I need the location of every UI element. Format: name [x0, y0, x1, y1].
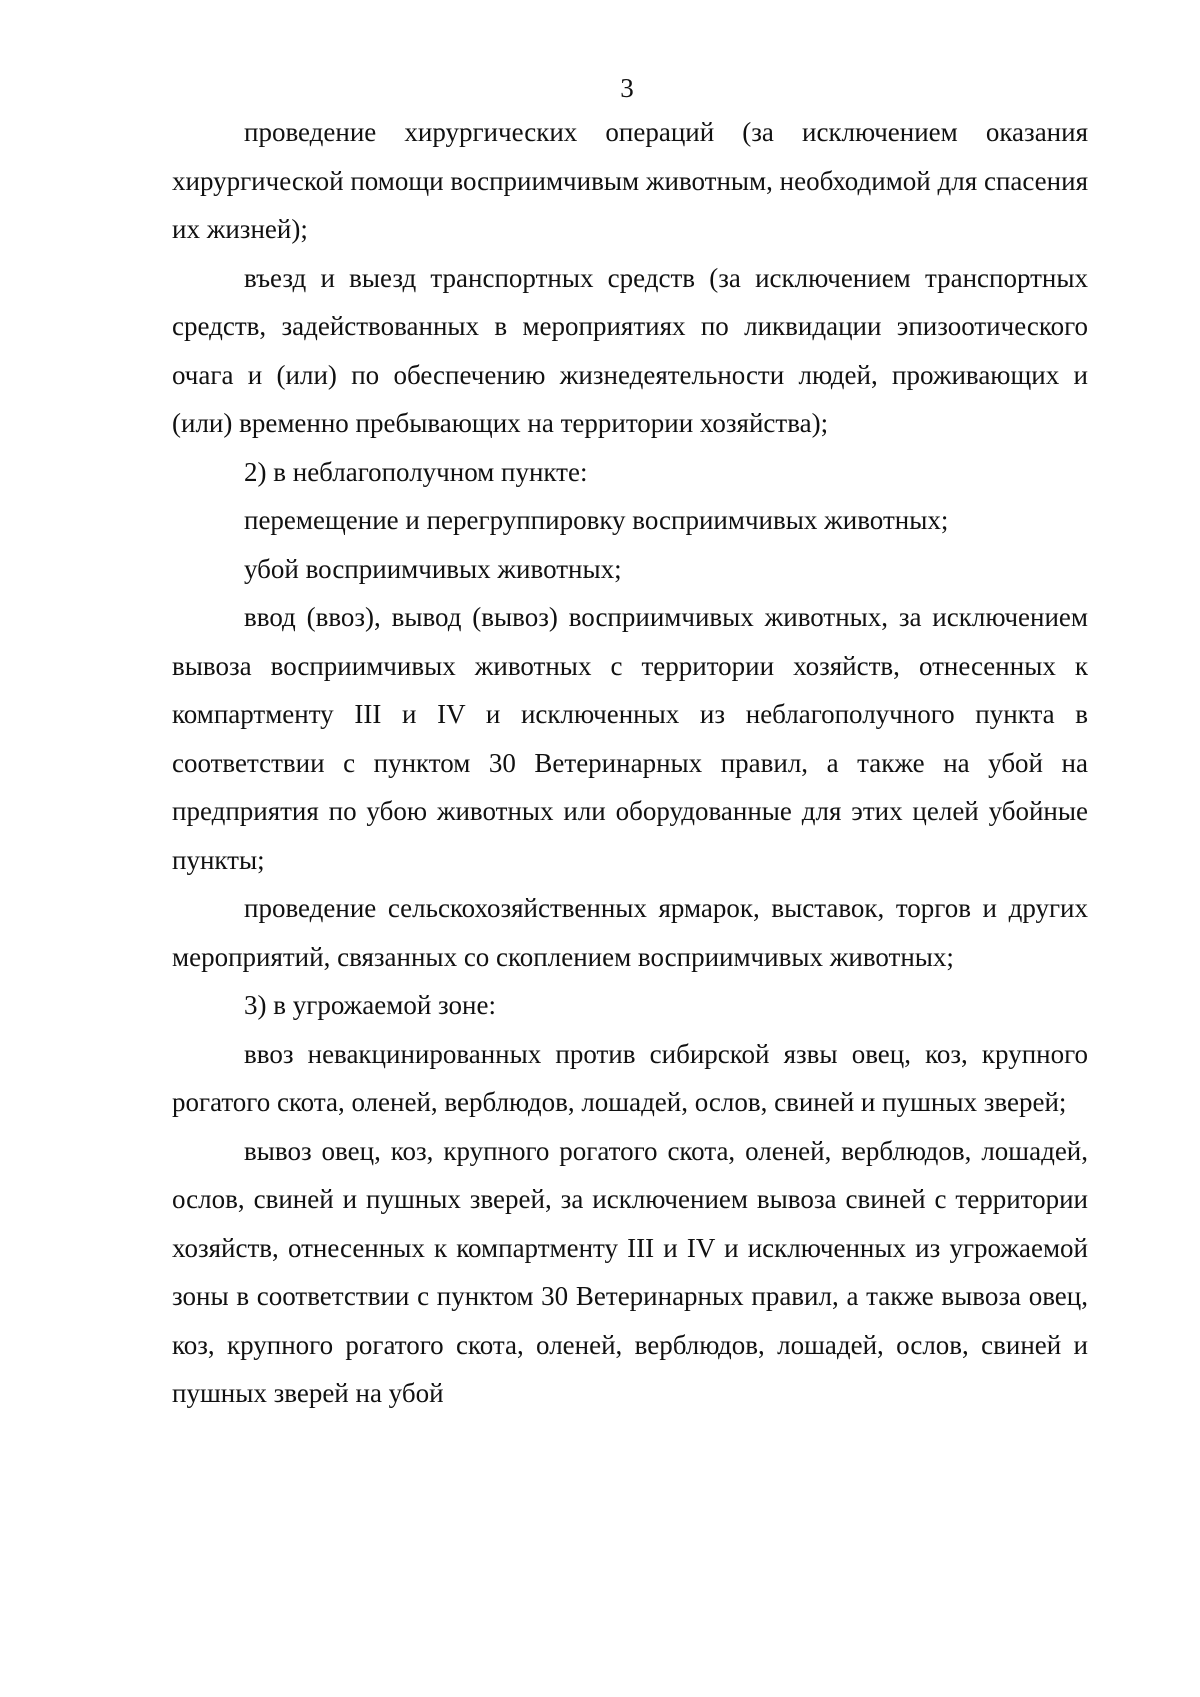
paragraph: ввод (ввоз), вывод (вывоз) восприимчивых животных, за исключением вывоза восприимчивых животных с территории хозяйств, отнесенных к компартменту III и IV и исключенных из неблагополучного пункта в соответствии с пунктом 30 Ветеринарных правил, а также на убой на предприятия по убою животных или оборудованные для этих целей убойные пункты;: [172, 602, 1088, 875]
paragraph: убой восприимчивых животных;: [244, 553, 622, 584]
paragraph: 3) в угрожаемой зоне:: [244, 990, 496, 1020]
document-body: [172, 108, 1088, 1418]
paragraph: ввоз невакцинированных против сибирской язвы овец, коз, крупного рогатого скота, оленей, верблюдов, лошадей, ослов, свиней и пушных зверей;: [172, 1038, 1088, 1117]
paragraph: вывоз овец, коз, крупного рогатого скота, оленей, верблюдов, лошадей, ослов, свиней и пушных зверей, за исключением вывоза свиней с территории хозяйств, отнесенных к компартменту III и IV и исключенных из угрожаемой зоны в соответствии с пунктом 30 Ветеринарных правил, а также вывоза овец, коз, крупного рогатого скота, оленей, верблюдов, лошадей, ослов, свиней и пушных зверей на убой: [172, 1135, 1088, 1408]
page-number: 3: [620, 73, 634, 103]
paragraph: проведение сельскохозяйственных ярмарок, выставок, торгов и других мероприятий, связанных со скоплением восприимчивых животных;: [172, 893, 1088, 972]
paragraph: 2) в неблагополучном пункте:: [244, 456, 588, 487]
paragraph: проведение хирургических операций (за исключением оказания хирургической помощи восприимчивым животным, необходимой для спасения их жизней);: [172, 117, 1088, 244]
paragraph: перемещение и перегруппировку восприимчивых животных;: [244, 505, 949, 535]
paragraph: въезд и выезд транспортных средств (за исключением транспортных средств, задействованных в мероприятиях по ликвидации эпизоотического очага и (или) по обеспечению жизнедеятельности людей, проживающих и (или) временно пребывающих на территории хозяйства);: [172, 262, 1088, 438]
